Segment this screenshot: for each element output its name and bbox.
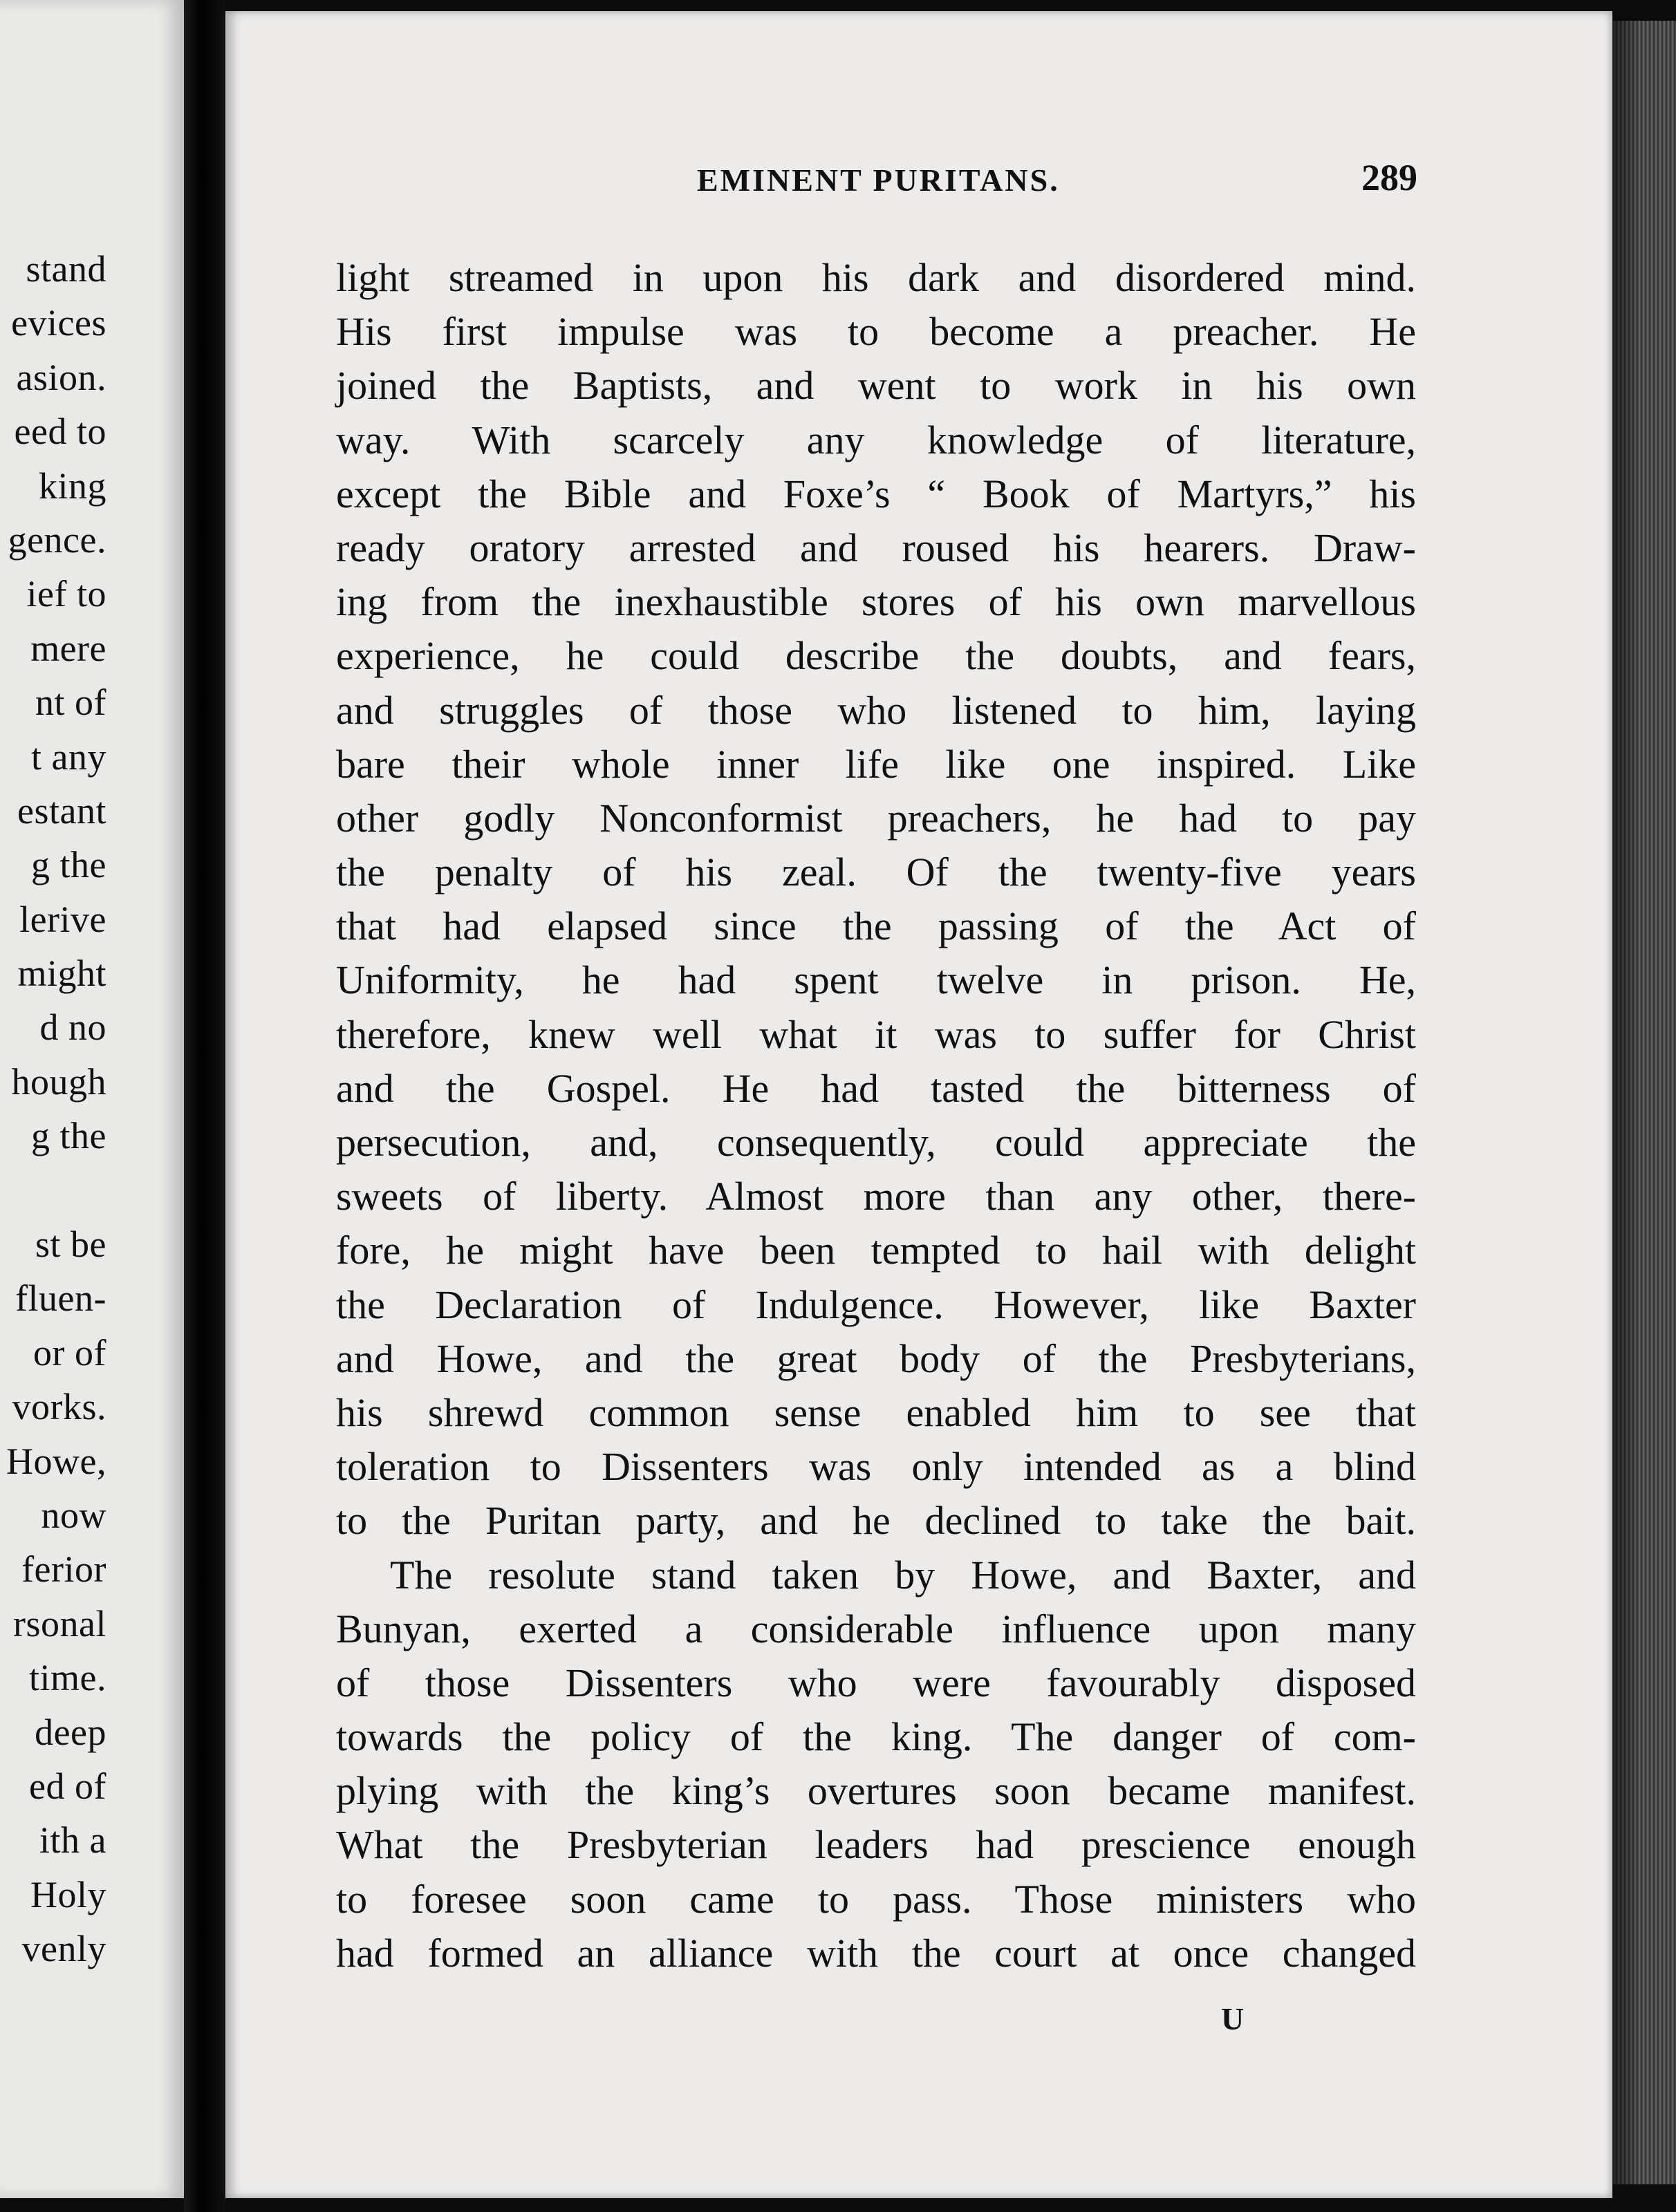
page-number: 289 xyxy=(1361,157,1417,198)
book-gutter xyxy=(184,0,225,2212)
text-line: had formed an alliance with the court at once changed xyxy=(336,1930,1416,1976)
text-line: ready oratory arrested and roused his hearers. Draw- xyxy=(336,525,1416,570)
text-line: except the Bible and Foxe’s “ Book of Martyrs,” his xyxy=(336,471,1416,516)
text-line: and Howe, and the great body of the Presbyterians, xyxy=(336,1335,1416,1381)
previous-page-line: hough xyxy=(11,1060,106,1103)
previous-page-line: mere xyxy=(30,627,106,669)
previous-page-line: or of xyxy=(33,1331,106,1374)
previous-page-line: fluen- xyxy=(15,1277,106,1320)
previous-page-line: nt of xyxy=(35,682,106,724)
text-line: to foresee soon came to pass. Those ministers who xyxy=(336,1876,1416,1922)
text-line: sweets of liberty. Almost more than any other, there- xyxy=(336,1174,1416,1219)
text-line: that had elapsed since the passing of the Act of xyxy=(336,903,1416,949)
text-line: therefore, knew well what it was to suffer for Christ xyxy=(336,1011,1416,1057)
text-line: What the Presbyterian leaders had prescience enough xyxy=(336,1822,1416,1868)
previous-page-line: deep xyxy=(35,1711,106,1753)
previous-page-line: rsonal xyxy=(13,1602,106,1644)
previous-page-line: st be xyxy=(35,1224,106,1266)
text-line: joined the Baptists, and went to work in his own xyxy=(336,363,1416,409)
previous-page-line: eed to xyxy=(14,411,106,453)
text-line: the penalty of his zeal. Of the twenty-five years xyxy=(336,850,1416,895)
page-edge-shadow xyxy=(1612,21,1640,2184)
text-line: bare their whole inner life like one inspired. Like xyxy=(336,741,1416,787)
previous-page-line: ferior xyxy=(21,1548,106,1591)
previous-page-line: evices xyxy=(11,302,106,344)
text-line: Bunyan, exerted a considerable influence upon many xyxy=(336,1606,1416,1651)
previous-page-line xyxy=(6,1163,106,1217)
previous-page-line: d no xyxy=(39,1006,106,1049)
previous-page-line: estant xyxy=(17,789,106,832)
previous-page-line: asion. xyxy=(16,356,106,398)
text-line: The resolute stand taken by Howe, and Baxter, and xyxy=(390,1552,1416,1597)
text-line: His first impulse was to become a preacher. He xyxy=(336,309,1416,355)
previous-page-line: king xyxy=(38,465,106,507)
text-line: light streamed in upon his dark and disordered mind. xyxy=(336,255,1416,300)
previous-page-line: vorks. xyxy=(12,1386,106,1428)
previous-page-line: Howe, xyxy=(6,1440,106,1482)
previous-page-line: venly xyxy=(21,1928,106,1970)
text-line: the Declaration of Indulgence. However, like Baxter xyxy=(336,1282,1416,1327)
text-line: of those Dissenters who were favourably disposed xyxy=(336,1660,1416,1705)
text-line: way. With scarcely any knowledge of literature, xyxy=(336,417,1416,462)
page-body-text xyxy=(336,251,1416,1980)
text-line: toleration to Dissenters was only intended as a blind xyxy=(336,1444,1416,1490)
previous-page-line: t any xyxy=(31,735,106,778)
book-page xyxy=(225,11,1612,2198)
previous-page-line: g the xyxy=(31,844,106,886)
text-line: persecution, and, consequently, could appreciate the xyxy=(336,1120,1416,1165)
previous-page-line: might xyxy=(17,953,106,995)
text-line: to the Puritan party, and he declined to take the bait. xyxy=(336,1498,1416,1544)
previous-page-line: Holy xyxy=(30,1873,106,1915)
previous-page-line: stand xyxy=(26,248,106,290)
previous-page-line: g the xyxy=(31,1115,106,1157)
text-line: towards the policy of the king. The danger of com- xyxy=(336,1714,1416,1760)
previous-page-text xyxy=(6,242,106,1976)
text-line: Uniformity, he had spent twelve in prison. He, xyxy=(336,957,1416,1003)
text-line: fore, he might have been tempted to hail with delight xyxy=(336,1228,1416,1273)
text-line: ing from the inexhaustible stores of his own marvellous xyxy=(336,579,1416,625)
text-line: experience, he could describe the doubts, and fears, xyxy=(336,633,1416,679)
previous-page-line: now xyxy=(41,1494,106,1536)
text-line: his shrewd common sense enabled him to see that xyxy=(336,1389,1416,1435)
running-head: EMINENT PURITANS. xyxy=(697,162,1060,198)
previous-page-line: ed of xyxy=(29,1765,106,1807)
previous-page-line: ief to xyxy=(26,573,106,615)
previous-page-fragment xyxy=(0,0,184,2198)
text-line: other godly Nonconformist preachers, he had to pay xyxy=(336,795,1416,841)
signature-mark: U xyxy=(1221,2001,1245,2036)
text-line: and struggles of those who listened to him, laying xyxy=(336,687,1416,733)
previous-page-line: ith a xyxy=(39,1819,106,1862)
text-line: plying with the king’s overtures soon became manifest. xyxy=(336,1768,1416,1814)
previous-page-line: gence. xyxy=(8,518,106,561)
previous-page-line: time. xyxy=(29,1657,106,1699)
previous-page-line: lerive xyxy=(19,898,106,940)
text-line: and the Gospel. He had tasted the bitterness of xyxy=(336,1065,1416,1111)
